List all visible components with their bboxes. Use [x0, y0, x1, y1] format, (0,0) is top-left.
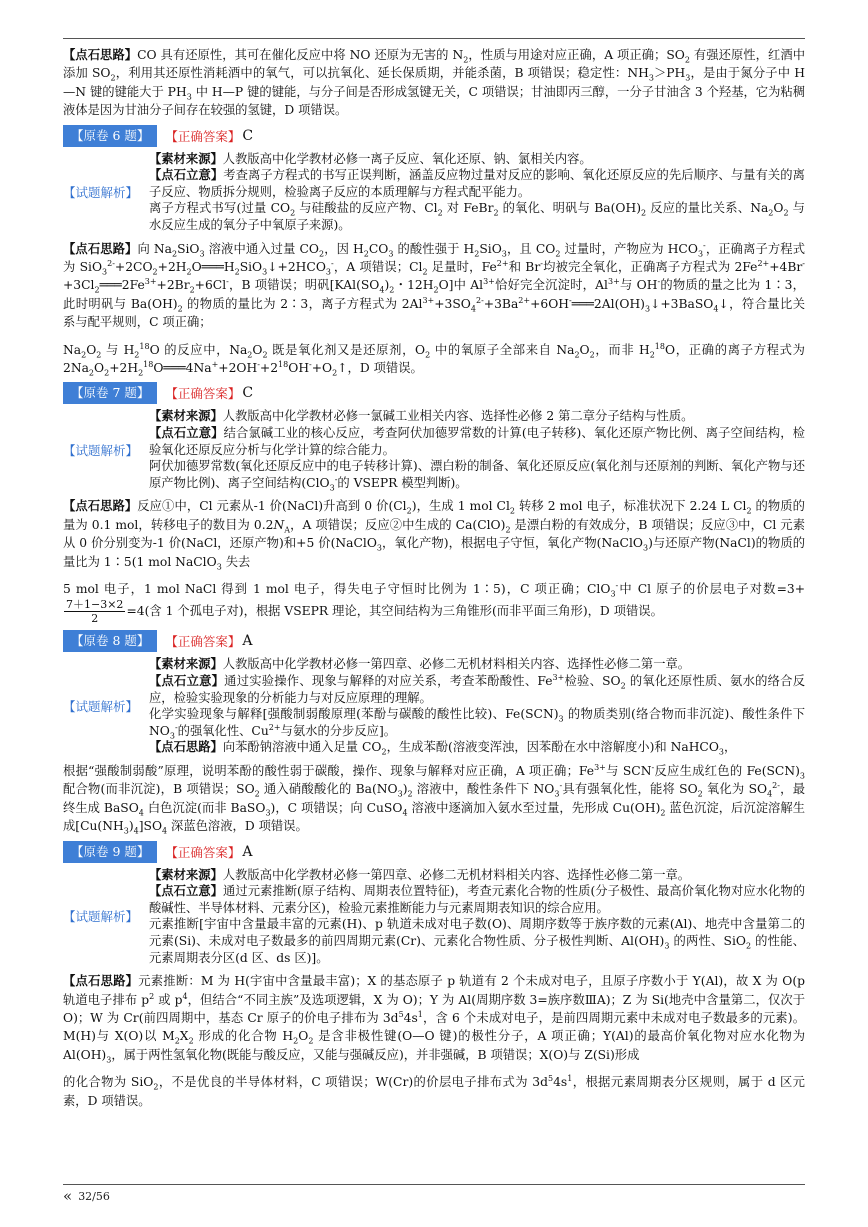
paragraph-gap — [63, 1064, 805, 1073]
double-chevron-icon[interactable]: « — [63, 1187, 73, 1205]
paragraph-gap — [63, 332, 805, 341]
question-number-badge: 【原卷 6 题】 — [63, 125, 157, 147]
analysis-section — [63, 656, 805, 756]
analysis-body — [149, 151, 805, 234]
answer-label: 【正确答案】 — [165, 844, 241, 860]
paragraph: 的化合物为 SiO$_2$，不是优良的半导体材料，C 项错误；W(Cr)的价层电子排布式为 $3d^54s^1$，根据元素周期表分区规则，属于 d 区元素，D 项错误。 — [63, 1074, 805, 1108]
analysis-section — [63, 151, 805, 234]
analysis-body — [149, 867, 805, 967]
analysis-tag: 【试题解析】 — [63, 185, 139, 201]
analysis-tag: 【试题解析】 — [63, 699, 139, 715]
question-number-badge: 【原卷 8 题】 — [63, 630, 157, 652]
answer-label: 【正确答案】 — [165, 128, 241, 144]
analysis-section — [63, 867, 805, 967]
question-header — [63, 630, 805, 652]
paragraph: 5 mol 电子，1 mol NaCl 得到 1 mol 电子，得失电子守恒时比例为 1∶5)，C 项正确；ClO$_3$-中 Cl 原子的价层电子对数=3+ $\frac{7+1-3\times 2}{2}$ =4(含 1 个孤电子对)，根据 VSEPR 理论，其空间结构为三角锥形(而非平面三角形)，D 项错误。 — [63, 580, 805, 626]
question-header — [63, 382, 805, 404]
paragraph: 【点石思路】向 $Na_2SiO_3$ 溶液中通入过量 $CO_2$，因 $H_2CO_3$ 的酸性强于 $H_2SiO_3$，且 $CO_2$ 过量时，产物应为 $HCO_3^-$，正确离子方程式为 $SiO_3^{2-}+2CO_2+2H_2O═══H_2SiO_3↓+2HCO_3^-$，A 项错误；$Cl_2$ 足量时，$Fe^{2+}$和 Br-均被完全氧化，正确离子方程式为 $2Fe^{2+}+4Br^-+3Cl_2═══2Fe^{3+}+2Br_2+6Cl^-$，B 项错误；明矾[$KAl(SO_4)_2$・$12H_2O$]中 $Al^{3+}$恰好完全沉淀时，$Al^{3+}$与 OH-的物质的量之比为 1∶3，此时明矾与 $Ba(OH)_2$ 的物质的量比为 2∶3，离子方程式为 $2Al^{3+}+3SO_4^{2-}+3Ba^{2+}+6OH^-═══2Al(OH)_3↓+3BaSO_4↓$，符合量比关系与配平规则，C 项正确； — [63, 240, 805, 330]
analysis-body — [149, 408, 805, 491]
paragraph: 根据“强酸制弱酸”原理，说明苯酚的酸性弱于碳酸，操作、现象与解释对应正确，A 项正确；$Fe^{3+}$与 SCN-反应生成红色的 $Fe(SCN)_3$ 配合物(而非沉淀)，B 项错误；$SO_2$ 通入硝酸酸化的 $Ba(NO_3)_2$ 溶液中，酸性条件下 $NO_3^-$具有强氧化性，能将 $SO_2$ 氧化为 $SO_4^{2-}$，最终生成 BaSO$_4$ 白色沉淀(而非 BaSO$_3$)，C 项错误；向 CuSO$_4$ 溶液中逐滴加入氨水至过量，先形成 $Cu(OH)_2$ 蓝色沉淀，后沉淀溶解生成$[Cu(NH_3)_4]SO_4$ 深蓝色溶液，D 项错误。 — [63, 762, 805, 836]
analysis-tag: 【试题解析】 — [63, 442, 139, 458]
analysis-line: 【点石立意】通过实验操作、现象与解释的对应关系，考查苯酚酸性、$Fe^{3+}$检验、$SO_2$ 的氧化还原性质、氨水的络合反应，检验实验现象的分析能力与对反应原理的理解。 — [149, 672, 805, 705]
answer-value: A — [242, 843, 253, 860]
question-number-badge: 【原卷 9 题】 — [63, 841, 157, 863]
paragraph-gap — [63, 571, 805, 580]
paragraph: 【点石思路】元素推断：M 为 H(宇宙中含量最丰富)；X 的基态原子 p 轨道有 2 个未成对电子，且原子序数小于 Y(Al)，故 X 为 O(p 轨道电子排布 $p^2$ 或 $p^4$，但结合“不同主族”及选项逻辑，X 为 O)；Y 为 Al(周期序数 3=族序数ⅢA)；Z 为 Si(地壳中含量第二，仅次于 O)；W 为 Cr(前四周期中，基态 Cr 原子的价电子排布为 $3d^54s^1$，含 6 个未成对电子，是前四周期元素中未成对电子数最多的元素)。M(H)与 X(O)以 $M_2X_2$ 形成的化合物 $H_2O_2$ 是含非极性键(O—O 键)的极性分子，A 项正确；Y(Al)的最高价氧化物对应水化物为 $Al(OH)_3$，属于两性氢氧化物(既能与酸反应，又能与强碱反应)，并非强碱，B 项错误；X(O)与 Z(Si)形成 — [63, 973, 805, 1065]
analysis-section — [63, 408, 805, 491]
document-page — [63, 38, 805, 1110]
analysis-line: 【素材来源】人教版高中化学教材必修一第四章、必修二无机材料相关内容、选择性必修二第一章。 — [149, 866, 691, 882]
answer-value: C — [242, 127, 254, 144]
paragraph: 【点石思路】CO 具有还原性，其可在催化反应中将 NO 还原为无害的 $N_2$，性质与用途对应正确，A 项正确；$SO_2$ 有强还原性，红酒中添加 $SO_2$，利用其还原性消耗酒中的氧气，可以抗氧化、延长保质期，并能杀菌，B 项错误；稳定性：$NH_3>PH_3$，是由于氮分子中 H—N 键的键能大于 $PH_3$ 中 H—P 键的键能，与分子间是否形成氢键无关，C 项错误；甘油即丙三醇，一分子甘油含 3 个羟基，它为粘稠液体是因为甘油分子间存在较强的氢键，D 项错误。 — [63, 47, 806, 118]
answer-label: 【正确答案】 — [165, 634, 241, 650]
analysis-tag: 【试题解析】 — [63, 909, 139, 925]
answer-value: A — [242, 633, 253, 650]
analysis-line: 【点石思路】向苯酚钠溶液中通入足量 $CO_2$，生成苯酚(溶液变浑浊，因苯酚在水中溶解度小)和 NaHCO$_3$， — [149, 739, 737, 757]
paragraph: $Na_2O_2$ 与 $H_2^{18}O$ 的反应中，$Na_2O_2$ 既是氧化剂又是还原剂，$O_2$ 中的氧原子全部来自 $Na_2O_2$，而非 $H_2^{18}O$，正确的离子方程式为 $2Na_2O_2+2H_2^{18}O═══4Na^++2OH^-+2^{18}OH^-+O_2↑$，D 项错误。 — [63, 341, 805, 378]
answer-label: 【正确答案】 — [165, 386, 241, 402]
question-header — [63, 125, 805, 147]
paragraph: 【点石思路】反应①中，Cl 元素从-1 价(NaCl)升高到 0 价$(Cl_2)$，生成 1 mol $Cl_2$ 转移 2 mol 电子，标准状况下 2.24 L $Cl_2$ 的物质的量为 0.1 mol，转移电子的数目为 $0.2N_A$，A 项错误；反应②中生成的 $Ca(ClO)_2$ 是漂白粉的有效成分，B 项错误；反应③中，Cl 元素从 0 价分别变为-1 价(NaCl，还原产物)和+5 价(NaClO$_3$，氧化产物)，根据电子守恒，氧化产物(NaClO$_3$)与还原产物(NaCl)的物质的量比为 1∶5(1 mol NaClO$_3$ 失去 — [63, 498, 805, 572]
page-footer — [63, 1184, 805, 1203]
question-header — [63, 841, 805, 863]
analysis-line: 【素材来源】人教版高中化学教材必修一第四章、必修二无机材料相关内容、选择性必修二第一章。 — [149, 656, 691, 672]
analysis-line: 元素推断[宇宙中含量最丰富的元素(H)、p 轨道未成对电子数(O)、周期序数等于族序数的元素(Al)、地壳中含量第二的元素(Si)、未成对电子数最多的前四周期元素(Cr)、元素化合物性质、分子极性判断、$Al(OH)_3$ 的两性、SiO$_2$ 的性能、元素周期表分区(d 区、ds 区)]。 — [149, 917, 805, 965]
analysis-line: 【点石立意】通过元素推断(原子结构、周期表位置特征)，考查元素化合物的性质(分子极性、最高价氧化物对应水化物的酸碱性、半导体材料、元素分区)，检验元素推断能力与元素周期表知识的综合应用。 — [149, 883, 805, 915]
analysis-line: 化学实验现象与解释[强酸制弱酸原理(苯酚与碳酸的酸性比较)、$Fe(SCN)_3$ 的物质类别(络合物而非沉淀)、酸性条件下 $NO_3^-$的强氧化性、$Cu^{2+}$与氨水的分步反应]。 — [149, 707, 805, 741]
analysis-line: 【点石立意】结合氯碱工业的核心反应，考查阿伏加德罗常数的计算(电子转移)、氧化还原产物比例、离子空间结构，检验氧化还原反应分析与化学计算的综合能力。 — [149, 425, 805, 457]
analysis-line: 【素材来源】人教版高中化学教材必修一离子反应、氧化还原、钠、氯相关内容。 — [149, 150, 592, 166]
analysis-line: 【素材来源】人教版高中化学教材必修一氯碱工业相关内容、选择性必修 2 第二章分子结构与性质。 — [149, 408, 694, 424]
analysis-line: 【点石立意】考查离子方程式的书写正误判断，涵盖反应物过量对反应的影响、氧化还原反应的先后顺序、与量有关的离子反应、物质拆分规则，检验离子反应的本质理解与方程式配平能力。 — [149, 167, 805, 199]
analysis-line: 阿伏加德罗常数(氧化还原反应中的电子转移计算)、漂白粉的制备、氧化还原反应(氧化剂与还原剂的判断、氧化产物与还原产物比例)、离子空间结构(ClO$_3$-的 VSEPR 模型判断)。 — [149, 459, 805, 493]
question-number-badge: 【原卷 7 题】 — [63, 382, 157, 404]
analysis-body — [149, 656, 805, 756]
answer-value: C — [242, 385, 254, 402]
analysis-line: 离子方程式书写(过量 $CO_2$ 与硅酸盐的反应产物、$Cl_2$ 对 FeBr$_2$ 的氧化、明矾与 $Ba(OH)_2$ 反应的量比关系、$Na_2O_2$ 与水反应生成的氧分子中氧原子来源)。 — [149, 201, 805, 232]
footer-rule — [63, 1184, 805, 1185]
pager — [63, 1189, 805, 1203]
page-number: 32/56 — [78, 1189, 110, 1203]
